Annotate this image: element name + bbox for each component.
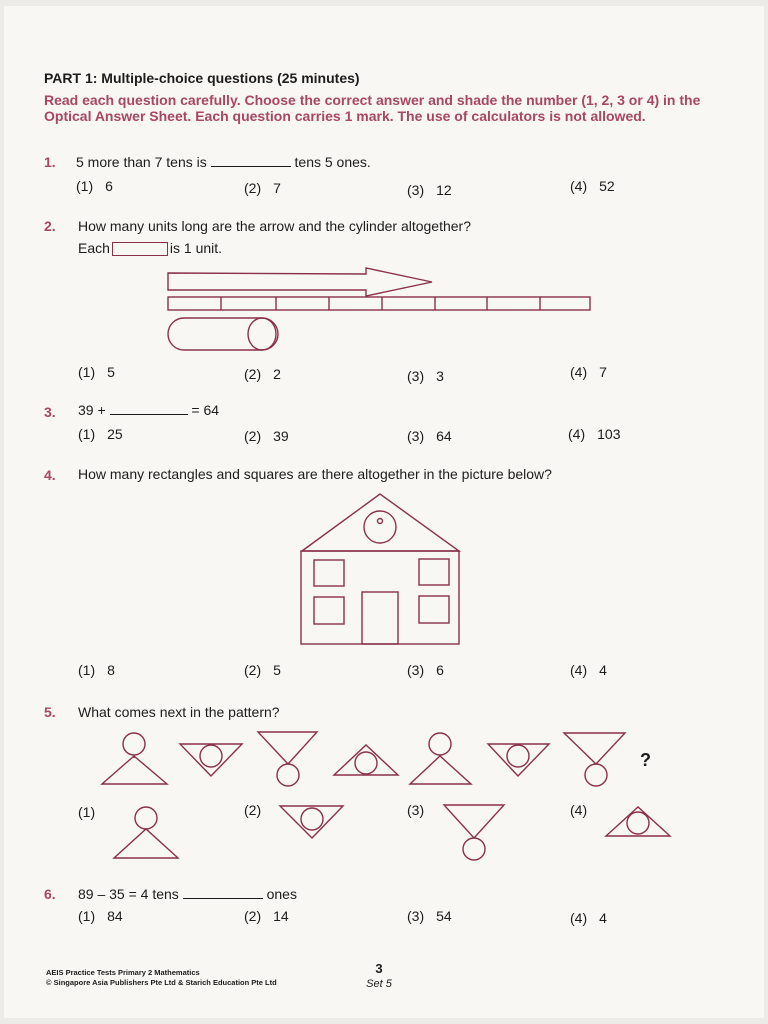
option-label: (2) [244, 428, 262, 444]
option-value: 25 [107, 426, 123, 442]
answer-blank [183, 886, 263, 899]
question-3-text-after: = 64 [191, 402, 220, 418]
question-1-text-after: tens 5 ones. [294, 154, 371, 170]
instructions: Read each question carefully. Choose the correct answer and shade the number (1, 2, 3 or 4) in the Optical Answer Sheet. Each question carries 1 mark. The use of calculators is not allowed. [44, 92, 701, 124]
option-label: (3) [407, 908, 425, 924]
question-2-text: How many units long are the arrow and the cylinder altogether? [78, 218, 471, 234]
question-4-number: 4. [44, 467, 56, 483]
option-label: (4) [570, 662, 588, 678]
option-label: (2) [244, 366, 262, 382]
option[interactable] [407, 908, 452, 924]
unit-definition-after: is 1 unit. [169, 240, 223, 256]
option-value: 6 [436, 662, 444, 678]
option-value: 103 [597, 426, 621, 442]
option-label: (1) [78, 908, 96, 924]
option-label: (3) [407, 662, 425, 678]
option[interactable] [244, 908, 289, 924]
option-value: 4 [599, 662, 607, 678]
option-value: 5 [273, 662, 281, 678]
option-label: (3) [407, 182, 425, 198]
option-4-shape [606, 807, 670, 836]
footer-credits [46, 968, 277, 988]
option-value: 6 [105, 178, 113, 194]
option-value: 39 [273, 428, 289, 444]
option-label: (3) [407, 802, 425, 818]
option-label: (4) [570, 364, 588, 380]
question-5-number: 5. [44, 704, 56, 720]
option[interactable] [78, 908, 123, 924]
option-value: 54 [436, 908, 452, 924]
option-label: (2) [244, 908, 262, 924]
option-value: 4 [599, 910, 607, 926]
option-1-shape [114, 807, 178, 858]
option-value: 14 [273, 908, 289, 924]
option-value: 7 [599, 364, 607, 380]
option-label: (1) [78, 662, 96, 678]
unit-definition-before: Each [78, 240, 110, 256]
option-value: 8 [107, 662, 115, 678]
option[interactable] [570, 910, 607, 926]
option-label: (4) [570, 802, 588, 818]
option-value: 64 [436, 428, 452, 444]
option-value: 12 [436, 182, 452, 198]
question-6-text [78, 886, 297, 902]
page-number: 3 [375, 961, 383, 976]
footer-line-1: AEIS Practice Tests Primary 2 Mathematics [46, 968, 200, 977]
option-label: (1) [78, 426, 96, 442]
option-value: 84 [107, 908, 123, 924]
question-4-text: How many rectangles and squares are there altogether in the picture below? [78, 466, 552, 482]
option-value: 52 [599, 178, 615, 194]
pattern-question-mark: ? [640, 750, 651, 770]
option-label: (4) [568, 426, 586, 442]
option-value: 2 [273, 366, 281, 382]
question-1-text-before: 5 more than 7 tens is [76, 154, 207, 170]
question-3-text-before: 39 + [78, 402, 106, 418]
option-label: (1) [76, 178, 94, 194]
option-label: (3) [407, 428, 425, 444]
option-label: (2) [244, 662, 262, 678]
question-5-text: What comes next in the pattern? [78, 704, 280, 720]
option-3-shape [444, 805, 504, 860]
option-value: 3 [436, 368, 444, 384]
worksheet-page [4, 6, 764, 1018]
footer-line-2: © Singapore Asia Publishers Pte Ltd & Starich Education Pte Ltd [46, 978, 277, 987]
option-label: (4) [570, 910, 588, 926]
question-6-text-before: 89 – 35 = 4 tens [78, 886, 179, 902]
question-3-number: 3. [44, 404, 56, 420]
option-label: (3) [407, 368, 425, 384]
option-2-shape [280, 806, 343, 838]
question-1-number: 1. [44, 154, 56, 170]
question-6-text-after: ones [266, 886, 297, 902]
option-value: 5 [107, 364, 115, 380]
option-value: 7 [273, 180, 281, 196]
option-label: (1) [78, 364, 96, 380]
answer-shapes [4, 6, 764, 876]
option-label: (1) [78, 804, 96, 820]
option-label: (2) [244, 180, 262, 196]
question-6-number: 6. [44, 886, 56, 902]
set-label: Set 5 [366, 978, 392, 990]
part-title: PART 1: Multiple-choice questions (25 minutes) [44, 70, 360, 86]
option-label: (2) [244, 802, 262, 818]
option-label: (4) [570, 178, 588, 194]
question-2-number: 2. [44, 218, 56, 234]
